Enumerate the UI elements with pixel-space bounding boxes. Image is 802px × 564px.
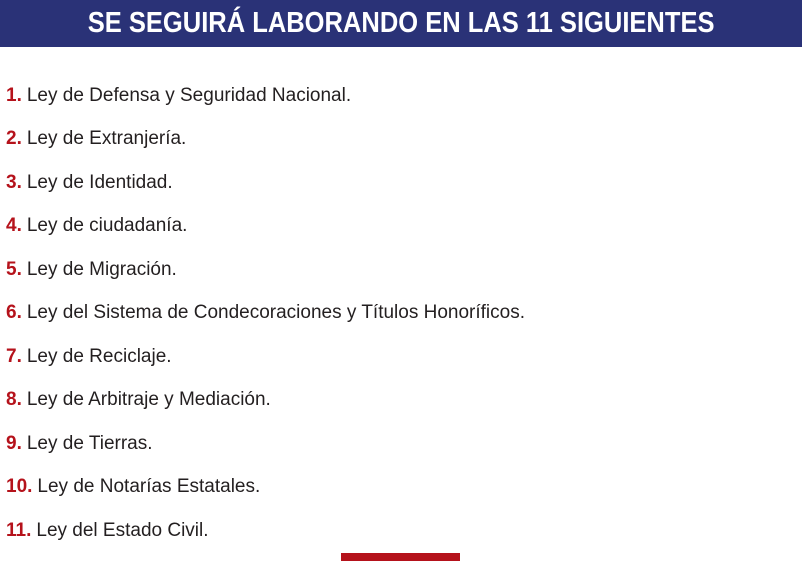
item-number: 4. (6, 215, 22, 237)
item-text: Ley de Defensa y Seguridad Nacional. (26, 84, 352, 106)
header-banner (0, 0, 802, 47)
list-item (6, 379, 525, 423)
item-number: 6. (6, 302, 22, 324)
item-number: 10. (6, 476, 33, 498)
item-text: Ley del Sistema de Condecoraciones y Títulos Honoríficos. (26, 302, 525, 324)
item-number: 9. (6, 432, 22, 454)
item-text: Ley del Estado Civil. (36, 519, 209, 541)
list-item (6, 74, 525, 118)
item-text: Ley de Reciclaje. (26, 345, 172, 367)
list-item (6, 118, 525, 162)
list-item (6, 509, 525, 553)
item-number: 3. (6, 171, 22, 193)
item-number: 8. (6, 389, 22, 411)
item-number: 2. (6, 128, 22, 150)
list-item (6, 335, 525, 379)
item-number: 1. (6, 84, 22, 106)
item-text: Ley de Migración. (26, 258, 177, 280)
list-item (6, 466, 525, 510)
item-number: 7. (6, 345, 22, 367)
footer-divider (341, 553, 460, 561)
item-text: Ley de Arbitraje y Mediación. (26, 389, 271, 411)
item-text: Ley de Tierras. (26, 432, 153, 454)
list-item (6, 248, 525, 292)
item-text: Ley de Extranjería. (26, 128, 187, 150)
list-item (6, 422, 525, 466)
item-number: 5. (6, 258, 22, 280)
list-item (6, 205, 525, 249)
law-list (6, 74, 525, 553)
item-number: 11. (6, 519, 32, 541)
item-text: Ley de ciudadanía. (26, 215, 188, 237)
list-item (6, 161, 525, 205)
page-title: SE SEGUIRÁ LABORANDO EN LAS 11 SIGUIENTES (87, 7, 715, 39)
item-text: Ley de Notarías Estatales. (37, 476, 261, 498)
item-text: Ley de Identidad. (26, 171, 173, 193)
list-item (6, 292, 525, 336)
